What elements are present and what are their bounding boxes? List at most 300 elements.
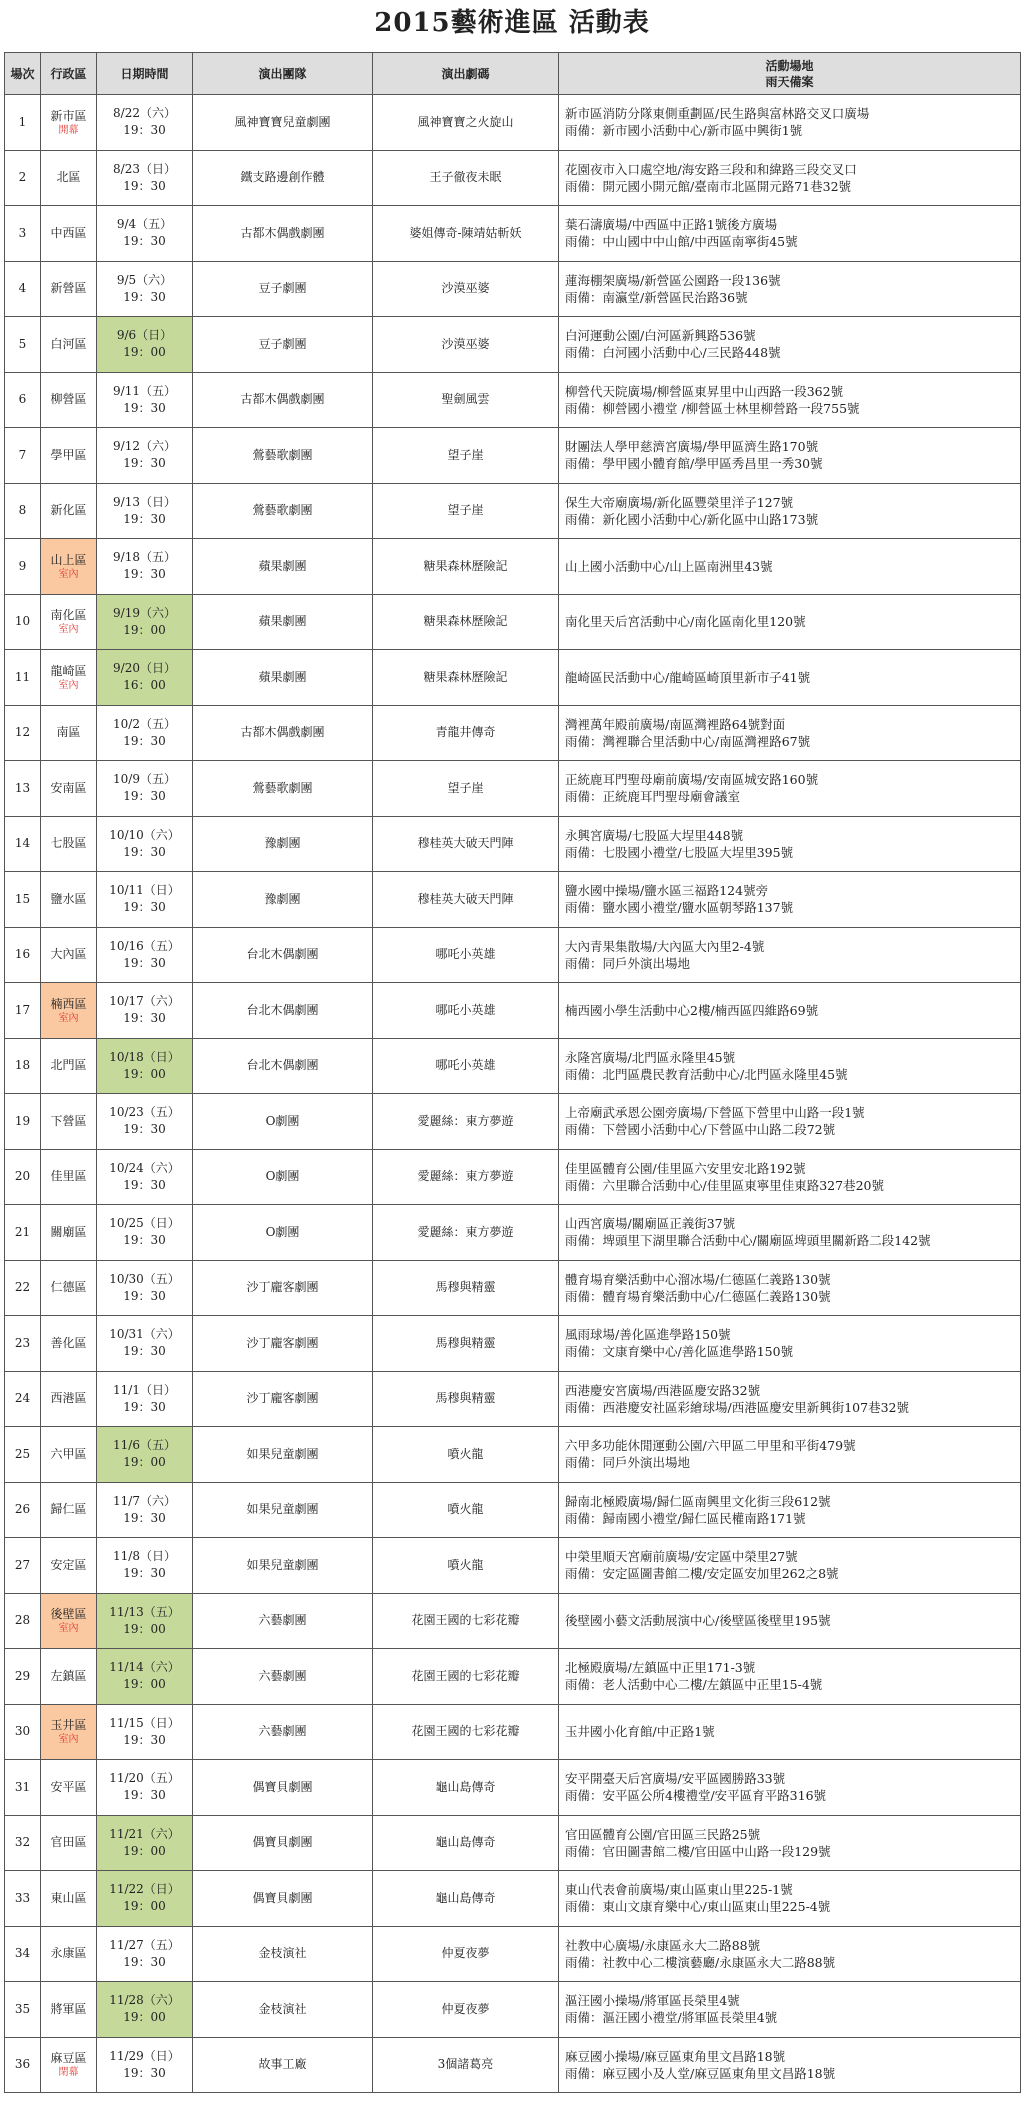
cell-district <box>41 1260 97 1316</box>
district-name: 楠西區 <box>50 996 87 1011</box>
district-name: 安定區 <box>50 1557 87 1572</box>
event-date: 10/11（日） <box>109 883 180 898</box>
event-time: 19：30 <box>123 844 166 859</box>
table-row <box>5 1371 1021 1427</box>
venue-text: 蓮海棚架廣場/新營區公園路一段136號 <box>565 272 781 288</box>
event-date: 11/15（日） <box>109 1715 180 1730</box>
district-name: 鹽水區 <box>50 891 87 906</box>
event-date: 11/28（六） <box>109 1993 180 2008</box>
cell-no: 8 <box>5 483 41 539</box>
district-name: 南化區 <box>50 608 87 623</box>
event-date: 9/19（六） <box>113 605 176 620</box>
district-note: 閉幕 <box>58 2067 79 2079</box>
cell-datetime <box>97 1871 193 1927</box>
district-name: 佳里區 <box>50 1169 87 1184</box>
event-time: 19：30 <box>123 234 166 249</box>
cell-district <box>41 1926 97 1982</box>
cell-program: 沙漠巫婆 <box>373 261 559 317</box>
cell-program: 龜山島傳奇 <box>373 1760 559 1816</box>
cell-program: 馬穆與精靈 <box>373 1260 559 1316</box>
district-name: 下營區 <box>50 1113 87 1128</box>
table-row <box>5 1982 1021 2038</box>
cell-program: 花園王國的七彩花瓣 <box>373 1649 559 1705</box>
district-name: 官田區 <box>50 1835 87 1850</box>
table-row <box>5 1316 1021 1372</box>
cell-datetime <box>97 1482 193 1538</box>
district-name: 西港區 <box>50 1391 87 1406</box>
district-note: 室內 <box>58 568 79 580</box>
cell-no: 14 <box>5 816 41 872</box>
table-row <box>5 1482 1021 1538</box>
cell-datetime <box>97 206 193 262</box>
cell-troupe: 金枝演社 <box>193 1982 373 2038</box>
event-time: 19：30 <box>123 511 166 526</box>
cell-program: 望子崖 <box>373 483 559 539</box>
cell-program: 花園王國的七彩花瓣 <box>373 1704 559 1760</box>
event-time: 19：00 <box>123 1899 166 1914</box>
event-date: 9/5（六） <box>116 272 173 287</box>
rain-plan-text: 雨備：中山國中中山館/中西區南寧街45號 <box>565 234 798 250</box>
cell-no: 10 <box>5 594 41 650</box>
cell-district <box>41 1482 97 1538</box>
cell-datetime <box>97 872 193 928</box>
cell-datetime <box>97 1815 193 1871</box>
district-name: 南區 <box>56 725 81 740</box>
cell-troupe: 台北木偶劇團 <box>193 1038 373 1094</box>
venue-text: 楠西國小學生活動中心2樓/楠西區四維路69號 <box>565 1002 819 1018</box>
cell-district <box>41 816 97 872</box>
header-program: 演出劇碼 <box>373 53 559 95</box>
venue-text: 白河運動公園/白河區新興路536號 <box>565 328 756 344</box>
venue-text: 西港慶安宮廣場/西港區慶安路32號 <box>565 1382 761 1398</box>
table-row <box>5 1149 1021 1205</box>
cell-program: 噴火龍 <box>373 1427 559 1483</box>
event-time: 19：30 <box>123 1732 166 1747</box>
venue-text: 中榮里順天宮廟前廣場/安定區中榮里27號 <box>565 1549 798 1565</box>
event-date: 10/31（六） <box>109 1327 180 1342</box>
venue-text: 山西宮廣場/關廟區正義街37號 <box>565 1216 736 1232</box>
cell-no: 19 <box>5 1094 41 1150</box>
cell-troupe: 偶寶貝劇團 <box>193 1760 373 1816</box>
cell-datetime <box>97 1760 193 1816</box>
rain-plan-text: 雨備：正統鹿耳門聖母廟會議室 <box>565 789 741 805</box>
event-date: 11/29（日） <box>109 2048 180 2063</box>
header-district: 行政區 <box>41 53 97 95</box>
header-venue <box>559 53 1021 95</box>
district-name: 關廟區 <box>50 1224 87 1239</box>
event-time: 19：30 <box>123 789 166 804</box>
cell-district <box>41 761 97 817</box>
cell-troupe: 風神寶寶兒童劇團 <box>193 95 373 151</box>
rain-plan-text: 雨備：麻豆國小及人堂/麻豆區東角里文昌路18號 <box>565 2065 836 2081</box>
cell-venue <box>559 317 1021 373</box>
table-row <box>5 428 1021 484</box>
district-name: 山上區 <box>50 552 87 567</box>
table-row <box>5 150 1021 206</box>
venue-text: 玉井國小化育館/中正路1號 <box>565 1724 715 1740</box>
cell-district <box>41 261 97 317</box>
event-time: 19：00 <box>123 2010 166 2025</box>
cell-datetime <box>97 927 193 983</box>
cell-troupe: O劇團 <box>193 1205 373 1261</box>
rain-plan-text: 雨備：南瀛堂/新營區民治路36號 <box>565 289 748 305</box>
cell-program: 愛麗絲：東方夢遊 <box>373 1094 559 1150</box>
cell-no: 35 <box>5 1982 41 2038</box>
event-time: 19：30 <box>123 289 166 304</box>
event-time: 19：00 <box>123 1066 166 1081</box>
cell-no: 4 <box>5 261 41 317</box>
cell-no: 17 <box>5 983 41 1039</box>
cell-venue <box>559 1316 1021 1372</box>
cell-district <box>41 95 97 151</box>
table-row <box>5 539 1021 595</box>
cell-datetime <box>97 1704 193 1760</box>
table-row <box>5 761 1021 817</box>
cell-venue <box>559 1871 1021 1927</box>
district-note: 室內 <box>58 679 79 691</box>
event-date: 10/24（六） <box>109 1160 180 1175</box>
cell-no: 30 <box>5 1704 41 1760</box>
district-name: 安南區 <box>50 780 87 795</box>
event-time: 19：00 <box>123 1455 166 1470</box>
cell-program: 望子崖 <box>373 761 559 817</box>
event-time: 19：30 <box>123 1288 166 1303</box>
rain-plan-text: 雨備：社教中心二樓演藝廳/永康區永大二路88號 <box>565 1954 836 1970</box>
district-note: 室內 <box>58 1734 79 1746</box>
cell-datetime <box>97 150 193 206</box>
cell-program: 哪吒小英雄 <box>373 1038 559 1094</box>
event-time: 19：30 <box>123 1788 166 1803</box>
rain-plan-text: 雨備：同戶外演出場地 <box>565 955 691 971</box>
rain-plan-text: 雨備：歸南國小禮堂/歸仁區民權南路171號 <box>565 1510 806 1526</box>
event-date: 11/7（六） <box>113 1493 176 1508</box>
venue-text: 永隆宮廣場/北門區永隆里45號 <box>565 1049 736 1065</box>
venue-text: 歸南北極殿廣場/歸仁區南興里文化街三段612號 <box>565 1493 831 1509</box>
cell-datetime <box>97 261 193 317</box>
header-venue-label: 活動場地 <box>765 58 814 73</box>
event-date: 11/8（日） <box>113 1549 176 1564</box>
cell-no: 12 <box>5 705 41 761</box>
table-row <box>5 1926 1021 1982</box>
cell-program: 龜山島傳奇 <box>373 1871 559 1927</box>
header-datetime: 日期時間 <box>97 53 193 95</box>
venue-text: 東山代表會前廣場/東山區東山里225-1號 <box>565 1882 793 1898</box>
venue-text: 風雨球場/善化區進學路150號 <box>565 1327 731 1343</box>
table-row <box>5 1094 1021 1150</box>
cell-datetime <box>97 1982 193 2038</box>
event-time: 19：00 <box>123 1621 166 1636</box>
cell-venue <box>559 872 1021 928</box>
cell-venue <box>559 261 1021 317</box>
cell-no: 29 <box>5 1649 41 1705</box>
cell-datetime <box>97 428 193 484</box>
cell-datetime <box>97 1593 193 1649</box>
cell-program: 仲夏夜夢 <box>373 1926 559 1982</box>
cell-district <box>41 1205 97 1261</box>
district-name: 龍崎區 <box>50 663 87 678</box>
cell-program: 青龍井傳奇 <box>373 705 559 761</box>
cell-no: 34 <box>5 1926 41 1982</box>
cell-datetime <box>97 1149 193 1205</box>
rain-plan-text: 雨備：官田圖書館二樓/官田區中山路一段129號 <box>565 1843 831 1859</box>
venue-text: 永興宮廣場/七股區大埕里448號 <box>565 827 744 843</box>
venue-text: 山上國小活動中心/山上區南洲里43號 <box>565 558 773 574</box>
event-time: 19：30 <box>123 955 166 970</box>
cell-troupe: 台北木偶劇團 <box>193 983 373 1039</box>
cell-venue <box>559 705 1021 761</box>
table-row <box>5 1538 1021 1594</box>
table-row <box>5 816 1021 872</box>
cell-program: 馬穆與精靈 <box>373 1371 559 1427</box>
event-date: 8/23（日） <box>113 161 176 176</box>
venue-text: 佳里區體育公園/佳里區六安里安北路192號 <box>565 1160 806 1176</box>
event-date: 9/13（日） <box>113 494 176 509</box>
cell-no: 28 <box>5 1593 41 1649</box>
cell-troupe: 台北木偶劇團 <box>193 927 373 983</box>
district-name: 新市區 <box>50 108 87 123</box>
cell-venue <box>559 1982 1021 2038</box>
cell-troupe: 偶寶貝劇團 <box>193 1815 373 1871</box>
cell-datetime <box>97 1094 193 1150</box>
rain-plan-text: 雨備：文康育樂中心/善化區進學路150號 <box>565 1344 794 1360</box>
event-date: 11/1（日） <box>113 1382 176 1397</box>
cell-no: 24 <box>5 1371 41 1427</box>
cell-troupe: 沙丁龐客劇團 <box>193 1371 373 1427</box>
event-time: 19：30 <box>123 1233 166 1248</box>
event-date: 10/16（五） <box>109 938 180 953</box>
cell-datetime <box>97 372 193 428</box>
table-body <box>5 95 1021 2093</box>
cell-venue <box>559 983 1021 1039</box>
district-note: 室內 <box>58 624 79 636</box>
cell-no: 5 <box>5 317 41 373</box>
cell-venue <box>559 539 1021 595</box>
cell-troupe: 六藝劇團 <box>193 1593 373 1649</box>
cell-datetime <box>97 816 193 872</box>
cell-troupe: 沙丁龐客劇團 <box>193 1260 373 1316</box>
event-time: 19：30 <box>123 456 166 471</box>
cell-district <box>41 539 97 595</box>
cell-venue <box>559 1038 1021 1094</box>
cell-program: 糖果森林歷險記 <box>373 650 559 706</box>
event-date: 9/12（六） <box>113 439 176 454</box>
cell-troupe: 豫劇團 <box>193 816 373 872</box>
cell-program: 穆桂英大破天門陣 <box>373 872 559 928</box>
cell-district <box>41 1316 97 1372</box>
event-time: 19：30 <box>123 400 166 415</box>
cell-no: 22 <box>5 1260 41 1316</box>
venue-text: 葉石濤廣場/中西區中正路1號後方廣場 <box>565 217 778 233</box>
rain-plan-text: 雨備：開元國小開元館/臺南市北區開元路71巷32號 <box>565 178 852 194</box>
cell-troupe: 古都木偶戲劇團 <box>193 705 373 761</box>
venue-text: 大內青果集散場/大內區大內里2-4號 <box>565 938 765 954</box>
event-date: 11/6（五） <box>113 1438 176 1453</box>
event-date: 11/22（日） <box>109 1882 180 1897</box>
cell-venue <box>559 150 1021 206</box>
table-row <box>5 594 1021 650</box>
rain-plan-text: 雨備：學甲國小體育館/學甲區秀昌里一秀30號 <box>565 456 823 472</box>
event-time: 19：30 <box>123 1122 166 1137</box>
cell-venue <box>559 1593 1021 1649</box>
district-name: 新化區 <box>50 503 87 518</box>
cell-troupe: 故事工廠 <box>193 2037 373 2093</box>
cell-program: 哪吒小英雄 <box>373 927 559 983</box>
venue-text: 花園夜市入口處空地/海安路三段和和緯路三段交叉口 <box>565 161 857 177</box>
cell-program: 糖果森林歷險記 <box>373 594 559 650</box>
event-date: 10/18（日） <box>109 1049 180 1064</box>
cell-datetime <box>97 1926 193 1982</box>
cell-district <box>41 1760 97 1816</box>
event-time: 19：30 <box>123 1344 166 1359</box>
cell-no: 25 <box>5 1427 41 1483</box>
rain-plan-text: 雨備：老人活動中心二樓/左鎮區中正里15-4號 <box>565 1677 823 1693</box>
cell-program: 仲夏夜夢 <box>373 1982 559 2038</box>
cell-no: 20 <box>5 1149 41 1205</box>
cell-troupe: 豆子劇團 <box>193 317 373 373</box>
cell-venue <box>559 927 1021 983</box>
cell-program: 糖果森林歷險記 <box>373 539 559 595</box>
cell-district <box>41 1982 97 2038</box>
cell-troupe: 蘋果劇團 <box>193 650 373 706</box>
venue-text: 麻豆國小操場/麻豆區東角里文昌路18號 <box>565 2048 786 2064</box>
table-row <box>5 2037 1021 2093</box>
cell-troupe: 蘋果劇團 <box>193 539 373 595</box>
table-row <box>5 927 1021 983</box>
table-row <box>5 1760 1021 1816</box>
cell-venue <box>559 1482 1021 1538</box>
cell-program: 聖劍風雲 <box>373 372 559 428</box>
cell-venue <box>559 1538 1021 1594</box>
district-name: 麻豆區 <box>50 2051 87 2066</box>
cell-district <box>41 872 97 928</box>
cell-no: 18 <box>5 1038 41 1094</box>
cell-district <box>41 1038 97 1094</box>
cell-datetime <box>97 483 193 539</box>
cell-venue <box>559 1760 1021 1816</box>
venue-text: 鹽水國中操場/鹽水區三福路124號旁 <box>565 883 769 899</box>
venue-text: 柳營代天院廣場/柳營區東昇里中山西路一段362號 <box>565 383 844 399</box>
cell-datetime <box>97 1649 193 1705</box>
cell-no: 13 <box>5 761 41 817</box>
cell-venue <box>559 1427 1021 1483</box>
cell-troupe: 如果兒童劇團 <box>193 1482 373 1538</box>
cell-program: 龜山島傳奇 <box>373 1815 559 1871</box>
cell-datetime <box>97 761 193 817</box>
table-row <box>5 1205 1021 1261</box>
event-date: 9/18（五） <box>113 550 176 565</box>
cell-no: 6 <box>5 372 41 428</box>
event-date: 11/13（五） <box>109 1604 180 1619</box>
cell-troupe: 沙丁龐客劇團 <box>193 1316 373 1372</box>
table-row <box>5 1815 1021 1871</box>
event-date: 11/27（五） <box>109 1937 180 1952</box>
cell-datetime <box>97 1038 193 1094</box>
table-row <box>5 1649 1021 1705</box>
event-time: 19：00 <box>123 622 166 637</box>
table-row <box>5 372 1021 428</box>
cell-program: 3個諸葛亮 <box>373 2037 559 2093</box>
cell-venue <box>559 1815 1021 1871</box>
event-date: 8/22（六） <box>113 106 176 121</box>
cell-datetime <box>97 1371 193 1427</box>
cell-datetime <box>97 1427 193 1483</box>
cell-no: 3 <box>5 206 41 262</box>
cell-troupe: 如果兒童劇團 <box>193 1427 373 1483</box>
cell-program: 噴火龍 <box>373 1538 559 1594</box>
cell-troupe: 鶯藝歌劇團 <box>193 428 373 484</box>
district-name: 將軍區 <box>50 2001 87 2016</box>
cell-datetime <box>97 1538 193 1594</box>
district-name: 永康區 <box>50 1946 87 1961</box>
rain-plan-text: 雨備：鹽水國小禮堂/鹽水區朝琴路137號 <box>565 900 794 916</box>
table-row <box>5 206 1021 262</box>
cell-district <box>41 1593 97 1649</box>
event-time: 19：30 <box>123 1399 166 1414</box>
district-name: 學甲區 <box>50 447 87 462</box>
cell-no: 2 <box>5 150 41 206</box>
cell-no: 16 <box>5 927 41 983</box>
district-name: 新營區 <box>50 281 87 296</box>
event-time: 19：30 <box>123 1011 166 1026</box>
event-date: 9/4（五） <box>116 217 173 232</box>
cell-program: 風神寶寶之火旋山 <box>373 95 559 151</box>
rain-plan-text: 雨備：七股國小禮堂/七股區大埕里395號 <box>565 844 794 860</box>
venue-text: 六甲多功能休閒運動公園/六甲區二甲里和平街479號 <box>565 1438 856 1454</box>
district-name: 大內區 <box>50 947 87 962</box>
cell-datetime <box>97 705 193 761</box>
table-row <box>5 650 1021 706</box>
event-time: 19：30 <box>123 2065 166 2080</box>
rain-plan-text: 雨備：下營國小活動中心/下營區中山路二段72號 <box>565 1122 836 1138</box>
header-troupe: 演出團隊 <box>193 53 373 95</box>
cell-datetime <box>97 983 193 1039</box>
table-row <box>5 983 1021 1039</box>
rain-plan-text: 雨備：安定區圖書館二樓/安定區安加里262之8號 <box>565 1566 839 1582</box>
table-header-row <box>5 53 1021 95</box>
cell-district <box>41 2037 97 2093</box>
cell-program: 愛麗絲：東方夢遊 <box>373 1205 559 1261</box>
cell-venue <box>559 1371 1021 1427</box>
cell-troupe: O劇團 <box>193 1149 373 1205</box>
venue-text: 新市區消防分隊東側重劃區/民生路與富林路交叉口廣場 <box>565 106 870 122</box>
cell-district <box>41 1704 97 1760</box>
district-name: 左鎮區 <box>50 1668 87 1683</box>
event-time: 19：00 <box>123 1843 166 1858</box>
venue-text: 保生大帝廟廣場/新化區豐榮里洋子127號 <box>565 494 794 510</box>
cell-troupe: 六藝劇團 <box>193 1649 373 1705</box>
cell-program: 哪吒小英雄 <box>373 983 559 1039</box>
cell-district <box>41 705 97 761</box>
event-date: 9/6（日） <box>116 328 173 343</box>
table-row <box>5 1427 1021 1483</box>
cell-no: 36 <box>5 2037 41 2093</box>
cell-datetime <box>97 95 193 151</box>
district-name: 柳營區 <box>50 392 87 407</box>
venue-text: 灣裡萬年殿前廣場/南區灣裡路64號對面 <box>565 716 786 732</box>
rain-plan-text: 雨備：安平區公所4樓禮堂/安平區育平路316號 <box>565 1788 827 1804</box>
cell-troupe: 鶯藝歌劇團 <box>193 483 373 539</box>
rain-plan-text: 雨備：新化國小活動中心/新化區中山路173號 <box>565 511 819 527</box>
cell-program: 噴火龍 <box>373 1482 559 1538</box>
cell-no: 26 <box>5 1482 41 1538</box>
cell-datetime <box>97 1316 193 1372</box>
rain-plan-text: 雨備：新市國小活動中心/新市區中興街1號 <box>565 123 803 139</box>
cell-datetime <box>97 2037 193 2093</box>
event-time: 19：30 <box>123 733 166 748</box>
district-name: 白河區 <box>50 336 87 351</box>
district-note: 室內 <box>58 1623 79 1635</box>
cell-district <box>41 150 97 206</box>
